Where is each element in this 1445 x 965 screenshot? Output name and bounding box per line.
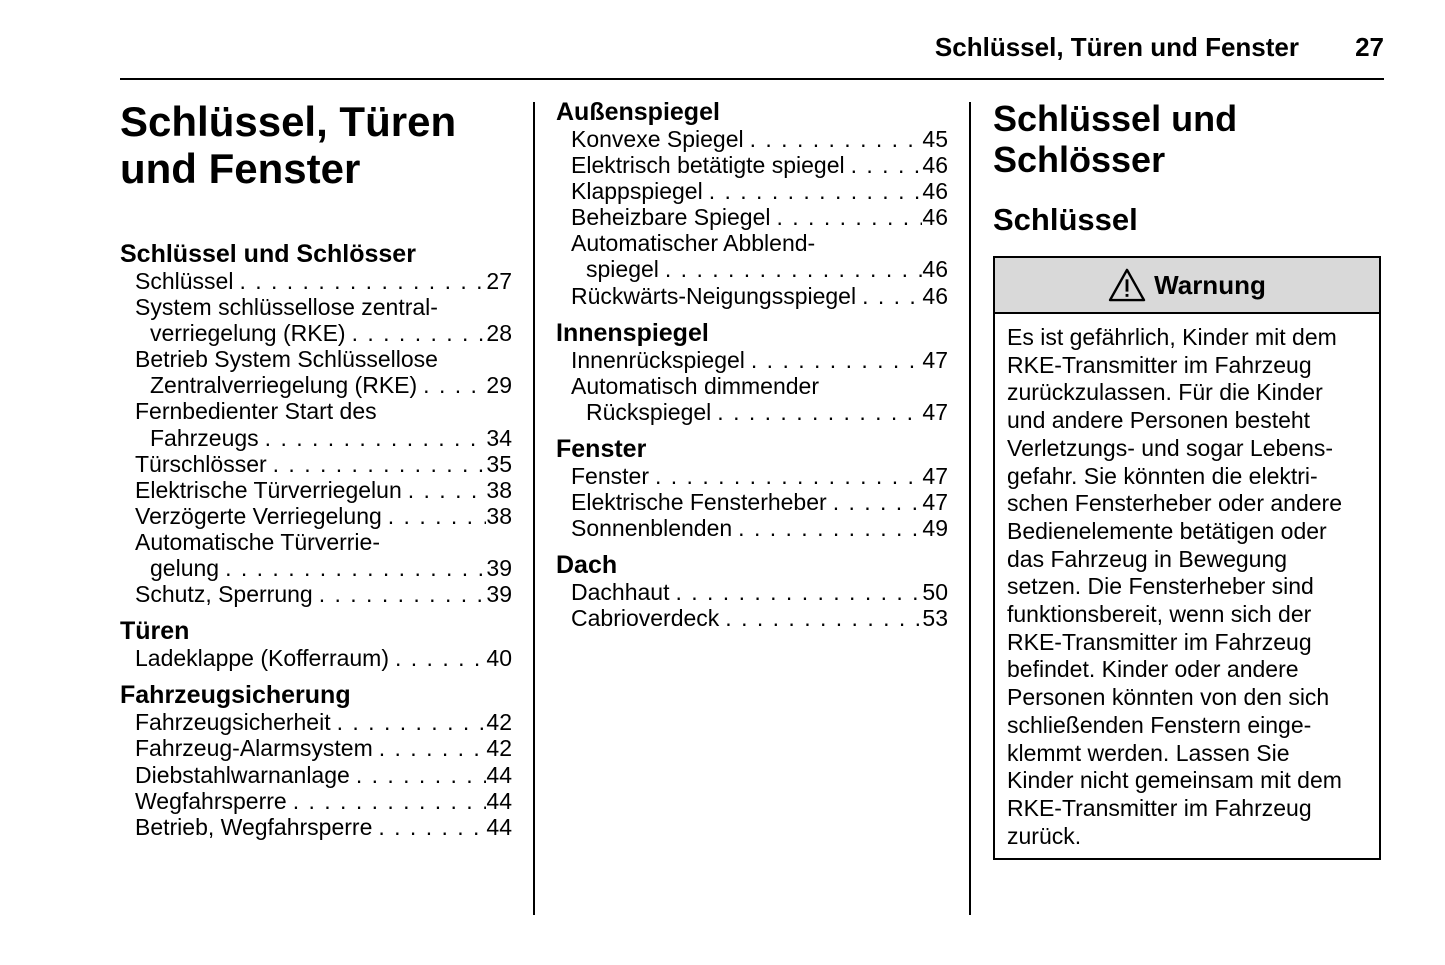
toc-section-title: Fahrzeugsicherung [120, 681, 351, 710]
toc-leader-dots [313, 581, 487, 607]
toc-page-number: 35 [486, 450, 512, 477]
toc-entry-text: Fahrzeugs [150, 424, 259, 451]
toc-entry-line [571, 178, 948, 204]
toc-entry-line [135, 529, 512, 555]
toc-entry-line [135, 477, 512, 503]
toc-section-title: Dach [556, 551, 618, 580]
toc-entry-text: Schlüssel [135, 268, 234, 294]
warning-label: Warnung [1154, 269, 1266, 300]
toc-entry-text: Cabrioverdeck [571, 605, 720, 632]
toc-entry-text: gelung [150, 555, 220, 582]
toc-entry-line [135, 581, 512, 607]
toc-entry-line [135, 346, 512, 372]
toc-leader-dots [744, 126, 923, 152]
toc-leader-dots [331, 709, 487, 735]
toc-page-number: 38 [486, 476, 512, 503]
toc-leader-dots [259, 425, 487, 451]
toc-entry-line [571, 515, 948, 541]
toc-entry[interactable] [120, 477, 512, 503]
toc-entry-line [135, 294, 512, 320]
toc-entry-text: Elektrische Türverriegelun [135, 476, 402, 503]
toc-entry-line [571, 489, 948, 515]
toc-page-number: 44 [486, 787, 512, 814]
toc-entry-line [135, 451, 512, 477]
toc-page-number: 47 [922, 398, 948, 425]
toc-page-number: 42 [486, 709, 512, 736]
warning-text-line: und andere Personen besteht [1007, 407, 1311, 434]
toc-entry-text: verriegelung (RKE) [150, 320, 346, 347]
toc-page-number: 46 [922, 152, 948, 179]
toc-page-number: 27 [486, 268, 512, 294]
toc-page-number: 38 [486, 502, 512, 529]
toc-leader-dots [711, 399, 922, 425]
warning-text-line: befindet. Kinder oder andere [1007, 656, 1299, 683]
toc-section-title: Türen [120, 617, 190, 646]
toc-entry-text: Elektrische Fensterheber [571, 489, 827, 516]
toc-entry-text: Elektrisch betätigte spiegel [571, 152, 845, 179]
toc-entry[interactable] [120, 451, 512, 477]
toc-entry[interactable] [556, 126, 948, 152]
toc-entry-line [135, 425, 512, 451]
section-heading [993, 98, 1385, 180]
toc-entry-text: Sonnenblenden [571, 515, 733, 542]
toc-section-title: Innenspiegel [556, 318, 709, 347]
toc-section [556, 319, 948, 425]
toc-page-number: 46 [922, 178, 948, 205]
toc-middle-list [556, 98, 948, 631]
toc-section [556, 551, 948, 631]
warning-text-line: Bedienelemente betätigen oder [1007, 517, 1327, 544]
toc-entry[interactable] [120, 645, 512, 671]
toc-entry-line [135, 814, 512, 840]
toc-page-number: 28 [486, 320, 512, 347]
toc-entry-line [571, 463, 948, 489]
toc-page-number: 50 [922, 579, 948, 606]
warning-text-line: RKE-Transmitter im Fahrzeug [1007, 628, 1312, 655]
warning-text-line: zurückzulassen. Für die Kinder [1007, 379, 1323, 406]
toc-entry-text: Fahrzeug-Alarmsystem [135, 735, 373, 762]
toc-page-number: 40 [486, 645, 512, 672]
toc-entry-line [571, 152, 948, 178]
warning-box [993, 256, 1381, 860]
toc-section-title: Schlüssel und Schlösser [120, 240, 416, 268]
toc-entry-line [571, 230, 948, 256]
toc-page-number: 39 [486, 555, 512, 582]
toc-entry[interactable] [556, 579, 948, 605]
toc-entry-text: System schlüssellose zentral- [135, 294, 438, 321]
toc-entry-text: Ladeklappe (Kofferraum) [135, 645, 389, 672]
toc-entry[interactable] [556, 204, 948, 230]
toc-leader-dots [402, 477, 487, 503]
toc-entry-line [135, 555, 512, 581]
toc-entry-line [135, 320, 512, 346]
toc-left-list [120, 240, 512, 840]
section-heading-line-1: Schlüssel und [993, 98, 1238, 139]
toc-leader-dots [346, 320, 487, 346]
toc-entry[interactable] [120, 529, 512, 581]
toc-entry[interactable] [120, 346, 512, 398]
toc-entry[interactable] [556, 283, 948, 309]
toc-entry-text: Automatisch dimmender [571, 372, 819, 399]
warning-text-line: zurück. [1007, 822, 1082, 849]
warning-triangle-icon [1108, 268, 1146, 302]
toc-entry-text: Rückwärts-Neigungsspiegel [571, 282, 857, 309]
chapter-title [120, 98, 512, 192]
toc-entry[interactable] [120, 788, 512, 814]
running-header-title: Schlüssel, Türen und Fenster [934, 32, 1299, 62]
toc-entry[interactable] [120, 294, 512, 346]
toc-entry-text: Dachhaut [571, 579, 670, 606]
toc-entry-line [571, 204, 948, 230]
toc-section [556, 98, 948, 309]
toc-leader-dots [373, 735, 487, 761]
toc-entry[interactable] [120, 709, 512, 735]
toc-entry-text: Fahrzeugsicherheit [135, 709, 331, 736]
toc-entry-line [571, 399, 948, 425]
warning-text-line: das Fahrzeug in Bewegung [1007, 545, 1288, 572]
toc-leader-dots [350, 762, 487, 788]
warning-text-line: klemmt werden. Lassen Sie [1007, 739, 1290, 766]
toc-entry-text: Fenster [571, 462, 649, 489]
toc-page-number: 47 [922, 462, 948, 489]
toc-page-number: 49 [922, 515, 948, 542]
toc-page-number: 47 [922, 489, 948, 516]
toc-entry-line [135, 372, 512, 398]
toc-leader-dots [417, 372, 486, 398]
toc-leader-dots [659, 256, 923, 282]
toc-section [120, 240, 512, 607]
toc-leader-dots [827, 489, 923, 515]
toc-page-number: 39 [486, 581, 512, 608]
toc-leader-dots [382, 503, 487, 529]
toc-leader-dots [287, 788, 487, 814]
toc-entry-text: Beheizbare Spiegel [571, 204, 771, 231]
toc-entry-text: Diebstahlwarnanlage [135, 761, 350, 788]
toc-leader-dots [745, 347, 923, 373]
toc-entry[interactable] [120, 503, 512, 529]
toc-entry-text: Betrieb System Schlüssellose [135, 346, 438, 373]
toc-entry[interactable] [120, 398, 512, 450]
warning-text-line: Personen könnten von den sich [1007, 684, 1330, 711]
toc-column-middle [556, 98, 948, 641]
toc-page-number: 42 [486, 735, 512, 762]
chapter-title-line-2: und Fenster [120, 145, 361, 192]
toc-page-number: 46 [922, 204, 948, 231]
toc-entry-text: Türschlösser [135, 450, 267, 477]
toc-leader-dots [233, 268, 486, 294]
warning-text-line: schen Fensterheber oder andere [1007, 490, 1342, 517]
toc-leader-dots [372, 814, 486, 840]
warning-text-line: schließenden Fenstern einge- [1007, 711, 1312, 738]
toc-entry[interactable] [556, 230, 948, 282]
toc-entry-line [571, 579, 948, 605]
toc-leader-dots [267, 451, 487, 477]
section-heading-line-2: Schlösser [993, 139, 1166, 180]
toc-page-number: 47 [922, 346, 948, 373]
toc-entry[interactable] [120, 762, 512, 788]
toc-entry[interactable] [120, 814, 512, 840]
toc-entry-text: Fernbedienter Start des [135, 398, 377, 425]
toc-column-left [120, 98, 512, 850]
toc-entry[interactable] [120, 735, 512, 761]
toc-entry[interactable] [556, 152, 948, 178]
toc-leader-dots [770, 204, 922, 230]
toc-entry-line [571, 283, 948, 309]
toc-entry[interactable] [120, 581, 512, 607]
toc-leader-dots [389, 645, 486, 671]
toc-page-number: 46 [922, 256, 948, 283]
toc-leader-dots [845, 152, 923, 178]
toc-entry-text: Innenrückspiegel [571, 346, 745, 373]
warning-header [995, 258, 1379, 314]
toc-leader-dots [719, 605, 922, 631]
toc-page-number: 46 [922, 282, 948, 309]
toc-entry-text: spiegel [586, 256, 659, 283]
toc-entry-line [571, 373, 948, 399]
toc-leader-dots [732, 515, 922, 541]
toc-entry-line [135, 788, 512, 814]
toc-entry[interactable] [556, 178, 948, 204]
column-divider-right [969, 102, 971, 915]
toc-entry-text: Schutz, Sperrung [135, 581, 313, 608]
toc-leader-dots [856, 283, 922, 309]
subsection-heading: Schlüssel [993, 202, 1138, 237]
toc-section-title: Außenspiegel [556, 98, 720, 126]
toc-entry[interactable] [120, 268, 512, 294]
toc-leader-dots [649, 463, 922, 489]
warning-text [995, 314, 1379, 858]
toc-entry[interactable] [556, 347, 948, 373]
toc-entry-line [135, 762, 512, 788]
toc-entry[interactable] [556, 605, 948, 631]
toc-page-number: 29 [486, 372, 512, 399]
toc-entry-text: Rückspiegel [586, 398, 712, 425]
toc-section [120, 617, 512, 671]
toc-page-number: 53 [922, 605, 948, 632]
toc-entry-line [571, 347, 948, 373]
toc-entry-line [135, 503, 512, 529]
toc-entry-text: Automatischer Abblend- [571, 230, 816, 257]
header-divider [120, 78, 1384, 80]
toc-entry[interactable] [556, 515, 948, 541]
chapter-title-line-1: Schlüssel, Türen [120, 98, 457, 145]
toc-leader-dots [669, 579, 922, 605]
warning-text-line: RKE-Transmitter im Fahrzeug [1007, 351, 1312, 378]
toc-page-number: 44 [486, 813, 512, 840]
toc-entry[interactable] [556, 373, 948, 425]
warning-text-line: setzen. Die Fensterheber sind [1007, 573, 1314, 600]
warning-text-line: Verletzungs- und sogar Lebens- [1007, 434, 1334, 461]
toc-leader-dots [703, 178, 923, 204]
content-column-right [993, 98, 1385, 860]
page-number: 27 [1355, 32, 1384, 62]
warning-text-line: Es ist gefährlich, Kinder mit dem [1007, 324, 1337, 350]
toc-entry-text: Wegfahrsperre [135, 787, 287, 814]
toc-section [556, 435, 948, 541]
toc-entry[interactable] [556, 489, 948, 515]
toc-entry-text: Konvexe Spiegel [571, 126, 744, 152]
toc-leader-dots [219, 555, 486, 581]
toc-entry-line [135, 735, 512, 761]
toc-page-number: 45 [922, 126, 948, 152]
toc-page-number: 34 [486, 424, 512, 451]
warning-text-line: RKE-Transmitter im Fahrzeug [1007, 794, 1312, 821]
toc-entry-text: Klappspiegel [571, 178, 703, 205]
toc-section-title: Fenster [556, 434, 647, 463]
toc-entry[interactable] [556, 463, 948, 489]
toc-entry-text: Verzögerte Verriegelung [135, 502, 382, 529]
toc-entry-line [571, 126, 948, 152]
warning-text-line: Kinder nicht gemeinsam mit dem [1007, 767, 1342, 794]
toc-section [120, 681, 512, 839]
toc-entry-line [135, 645, 512, 671]
toc-entry-line [135, 709, 512, 735]
toc-entry-text: Zentralverriegelung (RKE) [150, 372, 418, 399]
toc-page-number: 44 [486, 761, 512, 788]
toc-entry-text: Automatische Türverrie- [135, 528, 380, 555]
toc-entry-line [571, 256, 948, 282]
warning-text-line: funktionsbereit, wenn sich der [1007, 601, 1312, 628]
toc-entry-text: Betrieb, Wegfahrsperre [135, 813, 373, 840]
toc-entry-line [135, 398, 512, 424]
warning-text-line: gefahr. Sie könnten die elektri- [1007, 462, 1318, 489]
column-divider-left [533, 102, 535, 915]
toc-entry-line [135, 268, 512, 294]
toc-entry-line [571, 605, 948, 631]
